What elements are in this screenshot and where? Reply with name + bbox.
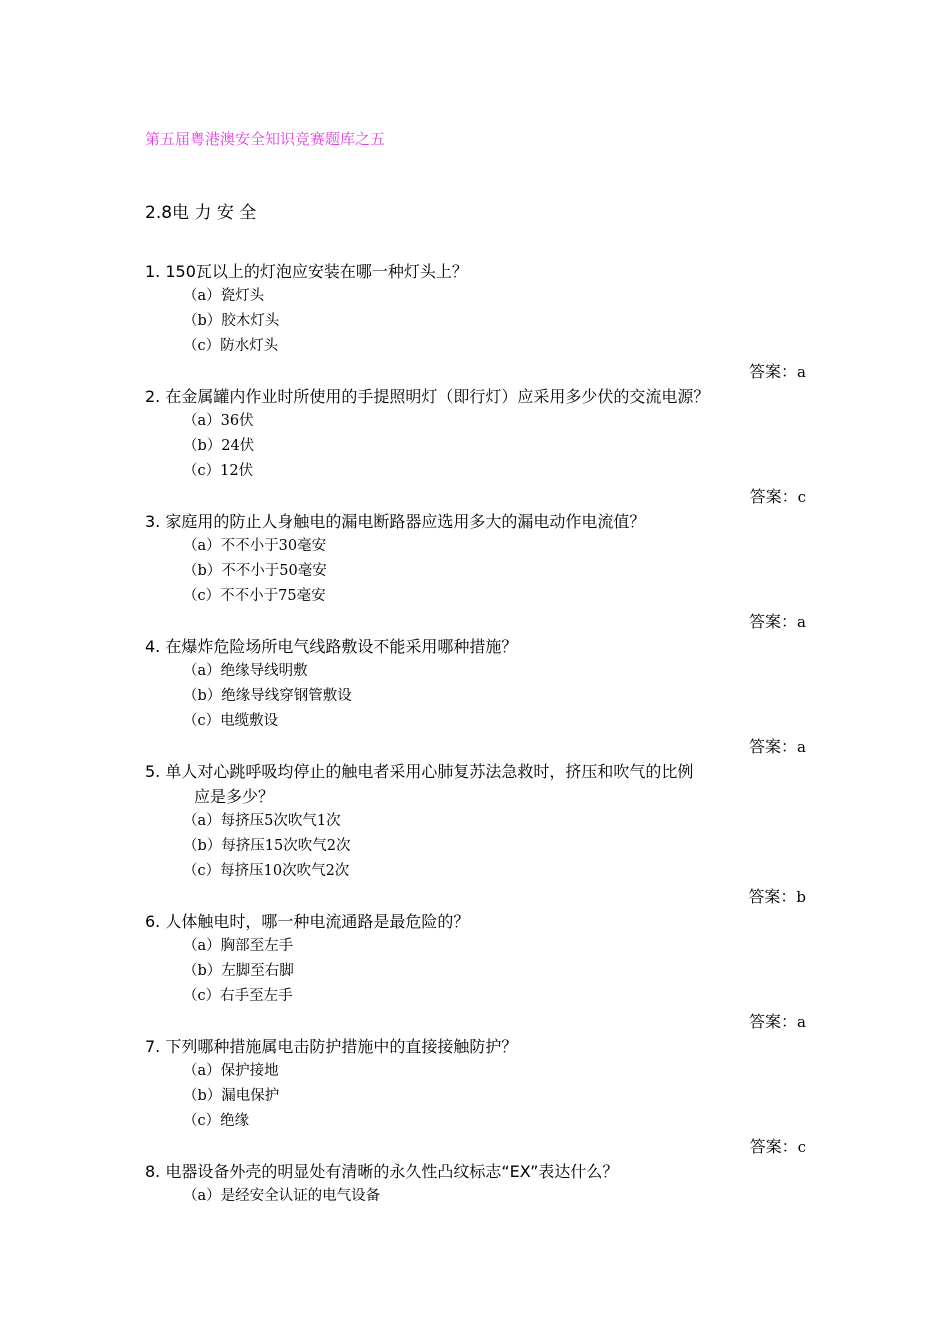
answer-option: （c）不不小于75毫安 xyxy=(183,588,326,604)
answer-label: 答案： xyxy=(749,1012,798,1031)
question-number: 6. xyxy=(145,912,161,931)
answer-label: 答案： xyxy=(749,487,798,506)
question-text xyxy=(145,1034,810,1059)
answer-option: （c）绝缘 xyxy=(183,1113,250,1129)
document-title: 第五届粤港澳安全知识竞赛题库之五 xyxy=(145,130,386,148)
question-body: 单人对心跳呼吸均停止的触电者采用心肺复苏法急救时，挤压和吹气的比例 xyxy=(165,762,694,781)
question-number: 2. xyxy=(145,387,161,406)
question-text xyxy=(145,384,810,409)
answer-option: （a）胸部至左手 xyxy=(183,938,294,954)
answer-option: （c）防水灯头 xyxy=(183,338,279,354)
answer-option: （c）电缆敷设 xyxy=(183,713,279,729)
question-body-continued: 应是多少？ xyxy=(194,787,275,806)
answer-option: （a）绝缘导线明敷 xyxy=(183,663,308,679)
answer-option: （b）绝缘导线穿钢管敷设 xyxy=(183,688,352,704)
answer-label: 答案： xyxy=(748,887,797,906)
answer-option: （a）瓷灯头 xyxy=(183,288,265,304)
answer-value: c xyxy=(797,1138,806,1156)
answer-key xyxy=(145,484,810,509)
question-number: 4. xyxy=(145,637,161,656)
question-body: 在爆炸危险场所电气线路敷设不能采用哪种措施？ xyxy=(165,637,518,656)
question-item xyxy=(145,759,810,909)
answer-option: （c）右手至左手 xyxy=(183,988,293,1004)
question-text xyxy=(145,634,810,659)
answer-label: 答案： xyxy=(749,612,798,631)
answer-option: （a）保护接地 xyxy=(183,1063,279,1079)
answer-option: （b）24伏 xyxy=(183,438,255,454)
answer-key xyxy=(145,359,810,384)
answer-option: （a）36伏 xyxy=(183,413,254,429)
answer-option: （a）是经安全认证的电气设备 xyxy=(183,1188,381,1204)
answer-label: 答案： xyxy=(749,362,798,381)
answer-option: （a）每挤压5次吹气1次 xyxy=(183,813,341,829)
answer-key xyxy=(145,1134,810,1159)
question-number: 3. xyxy=(145,512,161,531)
question-item xyxy=(145,1034,810,1159)
answer-value: a xyxy=(797,363,806,381)
answer-key xyxy=(145,884,810,909)
question-number: 8. xyxy=(145,1162,161,1181)
answer-value: c xyxy=(797,488,806,506)
question-number: 5. xyxy=(145,762,161,781)
question-item xyxy=(145,259,810,384)
question-item xyxy=(145,634,810,759)
question-body: 150瓦以上的灯泡应安装在哪一种灯头上？ xyxy=(165,262,468,281)
answer-value: a xyxy=(797,1013,806,1031)
answer-value: b xyxy=(796,888,806,906)
question-body: 在金属罐内作业时所使用的手提照明灯（即行灯）应采用多少伏的交流电源？ xyxy=(165,387,710,406)
answer-label: 答案： xyxy=(749,737,798,756)
question-text xyxy=(145,909,810,934)
question-item xyxy=(145,509,810,634)
question-text xyxy=(145,259,810,284)
answer-option: （a）不不小于30毫安 xyxy=(183,538,327,554)
answer-key xyxy=(145,734,810,759)
question-text xyxy=(145,509,810,534)
answer-key xyxy=(145,609,810,634)
section-title: 2.8电 力 安 全 xyxy=(145,203,257,223)
question-text xyxy=(145,1159,810,1184)
question-number: 7. xyxy=(145,1037,161,1056)
question-list xyxy=(145,259,810,1209)
question-body: 下列哪种措施属电击防护措施中的直接接触防护？ xyxy=(165,1037,518,1056)
answer-value: a xyxy=(797,738,806,756)
question-number: 1. xyxy=(145,262,161,281)
answer-option: （c）12伏 xyxy=(183,463,254,479)
answer-option: （b）不不小于50毫安 xyxy=(183,563,327,579)
answer-value: a xyxy=(797,613,806,631)
question-item xyxy=(145,1159,810,1209)
question-item xyxy=(145,384,810,509)
answer-option: （b）每挤压15次吹气2次 xyxy=(183,838,351,854)
question-body: 电器设备外壳的明显处有清晰的永久性凸纹标志“EX”表达什么？ xyxy=(165,1162,619,1181)
question-body: 家庭用的防止人身触电的漏电断路器应选用多大的漏电动作电流值？ xyxy=(165,512,646,531)
question-text xyxy=(145,759,810,809)
answer-option: （b）胶木灯头 xyxy=(183,313,280,329)
answer-label: 答案： xyxy=(749,1137,798,1156)
answer-option: （b）左脚至右脚 xyxy=(183,963,294,979)
answer-option: （b）漏电保护 xyxy=(183,1088,280,1104)
answer-key xyxy=(145,1009,810,1034)
question-item xyxy=(145,909,810,1034)
answer-option: （c）每挤压10次吹气2次 xyxy=(183,863,350,879)
question-body: 人体触电时，哪一种电流通路是最危险的？ xyxy=(165,912,470,931)
